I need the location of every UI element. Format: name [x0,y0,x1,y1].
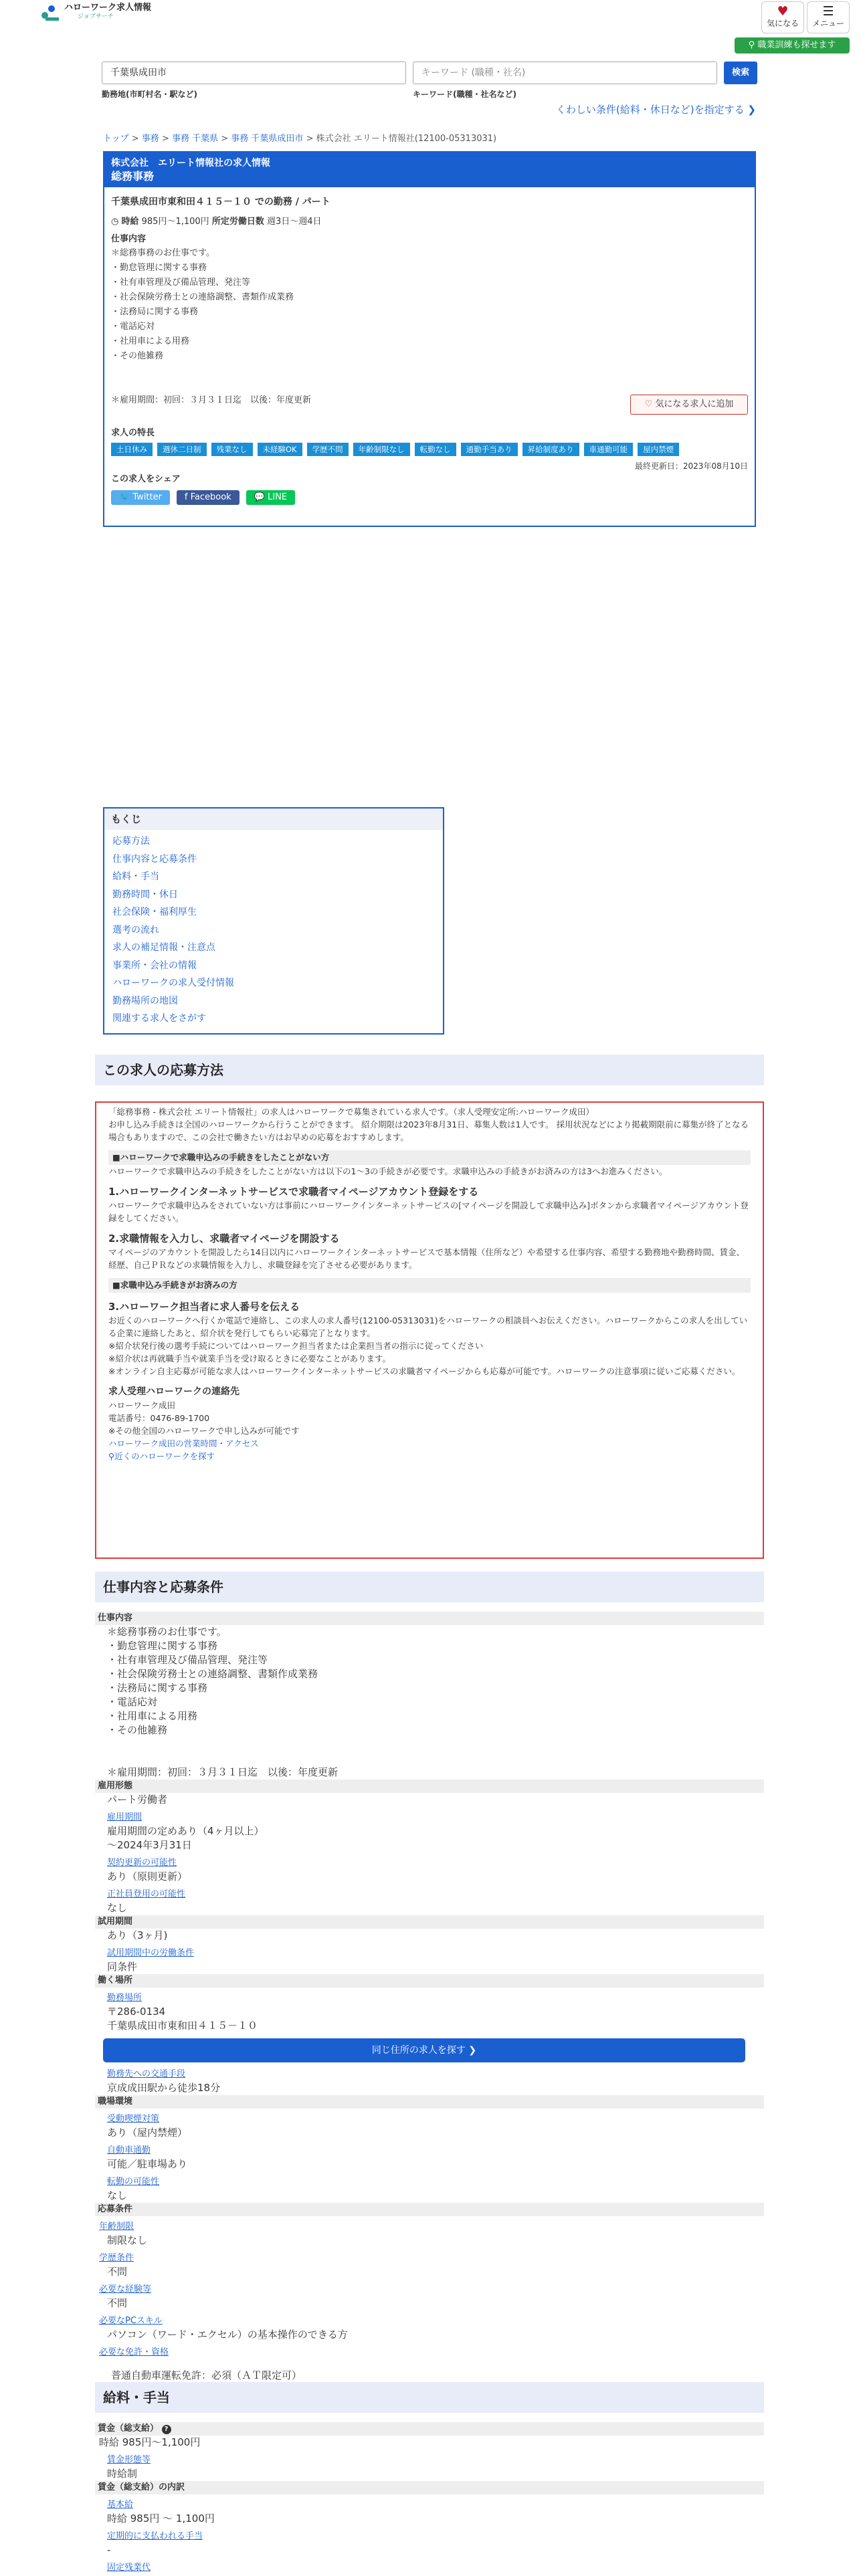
breadcrumb-item[interactable]: 事務 千葉県 [171,133,219,144]
field-value: 時給制 [107,2468,138,2480]
field-value: 可能／駐車場あり [107,2158,188,2170]
feature-tag[interactable]: 年齢制限なし [353,443,410,456]
field-value: 同条件 [107,1961,138,1973]
employment-type: パート労働者 [107,1794,168,1806]
field-label: 学歴条件 [99,2253,134,2263]
share-label: この求人をシェア [111,473,181,484]
field-label: 試用期間中の労働条件 [107,1948,195,1958]
search-button[interactable]: 検索 [724,62,757,84]
field-label: 自動車通勤 [107,2145,151,2155]
features-label: 求人の特長 [111,427,155,438]
days-label: 所定労働日数 [211,216,264,227]
location-label: 勤務地(市町村名・駅など) [102,90,197,99]
feature-tag[interactable]: 週休二日制 [157,443,207,456]
job-content: ＊総務事務のお仕事です。 ・勤怠管理に関する事務 ・社有車管理及び備品管理、発注等 ・社会保険労務士との連絡調整、書類作成業務 ・法務局に関する事務 ・電話応対 ・社用車による用務 ・その他雑務 ＊雇用期間：初回：３月３１日迄 以後：年度更新 [107,1626,339,1778]
job-card-header [104,152,755,187]
breadcrumb: トップ > 事務 > 事務 千葉県 > 事務 千葉県成田市 > 株式会社 エリート情報社(12100-05313031) [103,133,497,144]
apply-intro: 「総務事務 - 株式会社 エリート情報社」の求人はハローワークで募集されている求人です。（求人受理安定所:ハローワーク成田） [108,1107,594,1117]
logo-mark-icon [41,3,62,21]
find-office-label: 近くのハローワークを探す [114,1451,215,1461]
field-value: なし [107,2189,128,2202]
facebook-icon: f [184,492,188,502]
twitter-label: Twitter [132,492,162,502]
contact-info: ハローワーク成田 電話番号：0476-89-1700 ※その他全国のハローワークで申し込みが可能です [108,1400,300,1436]
feature-tag[interactable]: 土日休み [111,443,153,456]
step1-text: ハローワークで求職申込みをされていない方は事前にハローワークインターネットサービスの[マイページを開設して求職申込み]ボタンから求職者マイページアカウント登録をしてください。 [108,1200,749,1223]
field-label: 受動喫煙対策 [107,2114,160,2124]
wage-header-label: 賃金（総支給） [98,2424,159,2434]
training-link-button[interactable] [735,37,850,53]
logo-title: ハローワーク求人情報 [64,3,152,13]
favorites-button[interactable] [761,1,804,33]
field-label: 必要なPCスキル [99,2316,163,2326]
location-input[interactable]: 千葉県成田市 [102,62,406,84]
salary-heading: 給料・手当 [95,2382,764,2413]
field-label: 勤務先への交通手段 [107,2069,186,2079]
feature-tags [111,443,748,456]
field-label: 必要な免許・資格 [99,2347,169,2357]
heart-icon: ♥ [777,4,789,19]
step3-text: お近くのハローワークへ行くか電話で連絡し、この求人の求人番号(12100-05313031)をハローワークの相談員へお伝えください。ハローワークからこの求人を出している企業に連絡したあと、紹介状を発行してもらい応募完了となります。 ※紹介状発行後の選考手続についてはハローワーク担当者または企業担当者の指示に従ってください ※紹介状は再就職手当や就業手当を受け取るときに必要なことがあります。 ※オンライン自主応募が可能な求人はハローワークインターネットサービスの求職者マイページからも応募が可能です。ハローワークの注意事項に従いご応募ください。 [108,1315,748,1376]
field-label: 勤務場所 [107,1993,142,2003]
salary-table [95,2422,764,2575]
conditions-table [95,1612,764,2383]
toc-item[interactable]: 勤務場所の地図 [112,995,178,1006]
field-label: 固定残業代 [107,2563,151,2573]
keyword-label: キーワード(職種・社名など) [413,90,516,99]
field-value: 京成成田駅から徒歩18分 [107,2082,221,2094]
same-address-search-button[interactable] [103,2038,745,2062]
breadcrumb-item[interactable]: 事務 [141,133,159,144]
step1-title: 1.ハローワークインターネットサービスで求職者マイページアカウント登録をする [108,1186,479,1198]
chevron-right-icon: ❯ [468,2045,477,2056]
row-header: 雇用形態 [95,1780,764,1793]
row-header: 応募条件 [95,2203,764,2216]
days-value: 週3日〜週4日 [266,216,322,227]
facebook-share-button[interactable] [177,490,240,505]
toc-item[interactable]: 選考の流れ [112,924,159,936]
registered-user-heading: ■求職申込み手続きがお済みの方 [108,1278,751,1293]
row-header: 仕事内容 [95,1612,764,1625]
trial-period: あり（3ヶ月) [107,1929,168,1941]
table-of-contents [103,807,444,1035]
step2-title: 2.求職情報を入力し、求職者マイページを開設する [108,1232,340,1245]
line-share-button[interactable] [246,490,295,505]
toc-item[interactable]: 社会保険・福利厚生 [112,907,197,918]
apply-intro-detail: お申し込み手続きは全国のハローワークから行うことができます。 紹介期限は2023年8月31日、募集人数は1人です。 採用状況などにより掲載期限前に募集が終了となる場合もありますので、この会社で働きたい方はお早めの応募をおすすめします。 [108,1119,749,1142]
field-value: パソコン（ワード・エクセル）の基本操作のできる方 [107,2329,348,2341]
search-bar [95,62,764,101]
toc-item[interactable]: 応募方法 [112,836,150,847]
field-label: 基本給 [107,2500,134,2510]
menu-label: メニュー [812,19,844,28]
field-value: 時給 985円 〜 1,100円 [107,2512,215,2525]
row-header [95,2422,764,2436]
twitter-icon: 🐦 [119,492,130,502]
clock-icon: ◷ [111,216,119,227]
feature-tag[interactable]: 学歴不問 [307,443,349,456]
step2-text: マイページのアカウントを開設したら14日以内にハローワークインターネットサービスで基本情報（住所など）や希望する仕事内容、希望する勤務地や勤務時間、賃金、経歴、自己ＰＲなどの求職情報を入力し、求職登録を完了させる必要があります。 [108,1247,745,1270]
apply-heading: この求人の応募方法 [95,1055,764,1085]
same-address-label: 同じ住所の求人を探す [371,2045,466,2056]
breadcrumb-current: 株式会社 エリート情報社(12100-05313031) [316,133,497,144]
field-label: 契約更新の可能性 [107,1858,177,1868]
toc-item[interactable]: 事業所・会社の情報 [112,960,197,971]
wage-value: 時給 985円〜1,100円 [99,2436,201,2448]
field-value: 雇用期間の定めあり（4ヶ月以上） 〜2024年3月31日 [107,1825,264,1851]
line-icon: 💬 [254,492,265,502]
row-header: 賃金（総支給）の内訳 [95,2481,764,2494]
job-desc-label: 仕事内容 [111,233,147,244]
field-label: 賃金形態等 [107,2455,151,2465]
field-value: 不問 [107,2266,128,2278]
field-value: - [107,2544,111,2556]
field-label: 雇用期間 [107,1812,142,1822]
heart-outline-icon: ♡ [644,399,653,409]
toc-item[interactable]: 関連する求人をさがす [112,1013,206,1024]
field-value: あり（屋内禁煙） [107,2127,188,2139]
detail-search-label: くわしい条件(給料・休日など)を指定する [555,103,745,116]
toc-item[interactable]: ハローワークの求人受付情報 [112,978,234,988]
hamburger-icon: ☰ [822,4,834,19]
toc-title: もくじ [104,809,443,830]
contact-title: 求人受理ハローワークの連絡先 [108,1386,240,1397]
add-favorite-button[interactable] [630,395,748,415]
site-header [0,0,859,62]
job-summary-card [103,151,756,527]
feature-tag[interactable]: 車通勤可能 [584,443,634,456]
job-address: 千葉県成田市東和田４１５－１０ での勤務 / パート [111,196,330,207]
toc-item[interactable]: 仕事内容と応募条件 [112,853,197,865]
hours-label: 時給 [121,216,139,227]
training-label: 職業訓練も探せます [757,40,836,50]
help-icon[interactable]: ? [162,2425,171,2434]
new-user-heading: ■ハローワークで求職申込みの手続きをしたことがない方 [108,1150,751,1165]
conditions-heading: 仕事内容と応募条件 [95,1572,764,1602]
field-value: 制限なし [107,2234,148,2246]
step3-title: 3.ハローワーク担当者に求人番号を伝える [108,1301,300,1313]
office-hours-link[interactable]: ハローワーク成田の営業時間・アクセス [108,1438,259,1448]
field-value: あり（原則更新） [107,1870,188,1883]
field-label: 定期的に支払われる手当 [107,2531,203,2541]
feature-tag[interactable]: 未経験OK [258,443,302,456]
twitter-share-button[interactable] [111,490,170,505]
share-buttons [111,490,748,505]
feature-tag[interactable]: 屋内禁煙 [638,443,679,456]
breadcrumb-item[interactable]: トップ [103,133,129,144]
add-favorite-label: 気になる求人に追加 [655,399,734,409]
company-name: 株式会社 エリート情報社の求人情報 [111,157,270,169]
field-label: 転勤の可能性 [107,2177,160,2187]
logo-subtitle: ジョブサーチ [78,13,114,20]
field-label: 年齢制限 [99,2222,134,2232]
job-description: ＊総務事務のお仕事です。 ・勤怠管理に関する事務 ・社有車管理及び備品管理、発注等 ・社会保険労務士との連絡調整、書類作成業務 ・法務局に関する事務 ・電話応対 ・社用車による用務 ・その他雑務 ＊雇用期間：初回：３月３１日迄 以後：年度更新 [111,247,312,405]
favorites-label: 気になる [766,19,799,28]
new-user-text: ハローワークで求職申込みの手続きをしたことがない方は以下の1〜3の手続きが必要です。求職申込みの手続きがお済みの方は3へお進みください。 [108,1166,668,1176]
feature-tag[interactable]: 転勤なし [415,443,456,456]
job-hours-row [111,215,748,229]
detail-search-link[interactable] [95,101,764,118]
row-header: 働く場所 [95,1974,764,1988]
feature-tag[interactable]: 通勤手当あり [461,443,518,456]
toc-item[interactable]: 給料・手当 [112,871,159,882]
apply-method-box [95,1101,764,1559]
search-icon: ⚲ [748,40,755,50]
last-updated: 最終更新日：2023年08月10日 [634,461,748,471]
keyword-input[interactable]: キーワード (職種・社名) [413,62,717,84]
field-value: 普通自動車運転免許：必須（ＡＴ限定可） [111,2369,302,2381]
hours-value: 985円〜1,100円 [141,216,209,227]
search-icon: ⚲ [108,1451,115,1461]
row-header: 職場環境 [95,2095,764,2109]
toc-item[interactable]: 勤務時間・休日 [112,889,178,900]
site-logo[interactable] [41,3,151,21]
facebook-label: Facebook [190,492,231,502]
breadcrumb-item[interactable]: 事務 千葉県成田市 [231,133,304,144]
feature-tag[interactable]: 昇給制度あり [522,443,579,456]
toc-item[interactable]: 求人の補足情報・注意点 [112,942,215,953]
feature-tag[interactable]: 残業なし [211,443,253,456]
field-label: 必要な経験等 [99,2284,152,2294]
find-office-link[interactable] [108,1450,751,1463]
field-value: なし [107,1902,128,1914]
job-title: 総務事務 [111,169,155,183]
chevron-right-icon: ❯ [747,103,756,116]
line-label: LINE [268,492,288,502]
field-value: 〒286-0134 千葉県成田市東和田４１５－１０ [107,2006,258,2032]
field-label: 正社員登用の可能性 [107,1889,186,1899]
menu-button[interactable] [807,1,850,33]
field-value: 不問 [107,2297,128,2309]
row-header: 試用期間 [95,1915,764,1929]
